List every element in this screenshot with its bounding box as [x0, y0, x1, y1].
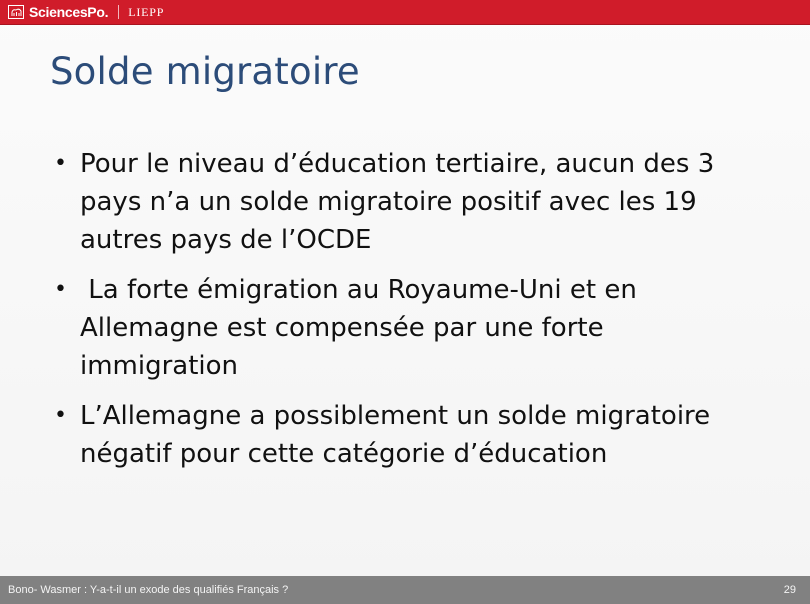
bullet-text: Pour le niveau d’éducation tertiaire, aucun des 3 pays n’a un solde migratoire positif avec les 19 autres pays de l’OCDE: [80, 149, 723, 255]
header-divider: [118, 5, 119, 19]
bullet-text: La forte émigration au Royaume-Uni et en Allemagne est compensée par une forte immigration: [80, 275, 646, 381]
header-bar: [0, 0, 810, 25]
footer-text: Bono- Wasmer : Y-a-t-il un exode des qualifiés Français ?: [8, 584, 289, 596]
bullet-item: [52, 271, 762, 385]
bullet-item: [52, 397, 762, 473]
brand-logo-text: SciencesPo.: [29, 4, 109, 20]
bullet-item: [52, 145, 762, 259]
bullet-list: [52, 145, 762, 485]
bullet-icon: •: [54, 277, 67, 302]
unit-name: LIEPP: [128, 4, 165, 19]
footer-bar: [0, 576, 810, 604]
bullet-icon: •: [54, 403, 67, 428]
page-number: 29: [783, 584, 796, 596]
sciencespo-lion-icon: [8, 5, 24, 19]
slide-title: Solde migratoire: [50, 50, 360, 93]
bullet-icon: •: [54, 151, 67, 176]
bullet-text: L’Allemagne a possiblement un solde migratoire négatif pour cette catégorie d’éducation: [80, 401, 719, 469]
